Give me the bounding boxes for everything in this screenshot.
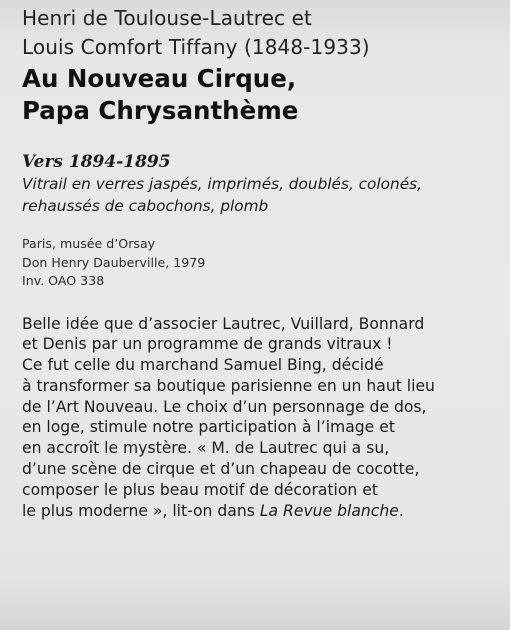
- artists-line: Louis Comfort Tiffany (1848-1933): [22, 35, 370, 59]
- description-text: le plus moderne », lit-on dans: [22, 501, 260, 520]
- description-line: en loge, stimule notre participation à l’image et: [22, 418, 395, 437]
- description-line: en accroît le mystère. « M. de Lautrec qui a su,: [22, 439, 390, 458]
- description-line: Belle idée que d’associer Lautrec, Vuillard, Bonnard: [22, 314, 425, 333]
- description-line: à transformer sa boutique parisienne en un haut lieu: [22, 376, 435, 395]
- description-line: composer le plus beau motif de décoration et: [22, 480, 378, 499]
- artists: [22, 4, 502, 62]
- artwork-title: [22, 63, 502, 127]
- artwork-date: Vers 1894-1895: [22, 152, 171, 172]
- description-line: [22, 501, 502, 522]
- inventory-number: Inv. OAO 338: [22, 273, 105, 288]
- title-line: Au Nouveau Cirque,: [22, 64, 297, 93]
- provenance: [22, 235, 502, 291]
- title-line: Papa Chrysanthème: [22, 96, 299, 125]
- provenance-location: Paris, musée d’Orsay: [22, 236, 156, 251]
- medium-line: rehaussés de cabochons, plomb: [22, 197, 269, 215]
- description-line: d’une scène de cirque et d’un chapeau de cocotte,: [22, 460, 420, 479]
- description: [22, 314, 502, 522]
- medium-line: Vitrail en verres jaspés, imprimés, doublés, colonés,: [22, 175, 422, 193]
- description-line: Ce fut celle du marchand Samuel Bing, décidé: [22, 356, 384, 375]
- artwork-medium: [22, 173, 502, 217]
- publication-title: La Revue blanche: [259, 501, 399, 520]
- provenance-donation: Don Henry Dauberville, 1979: [22, 254, 206, 270]
- artists-line: Henri de Toulouse-Lautrec et: [22, 6, 312, 30]
- description-text: .: [398, 501, 404, 520]
- museum-label: [22, 4, 502, 521]
- description-line: de l’Art Nouveau. Le choix d’un personnage de dos,: [22, 397, 427, 416]
- description-line: et Denis par un programme de grands vitraux !: [22, 335, 393, 354]
